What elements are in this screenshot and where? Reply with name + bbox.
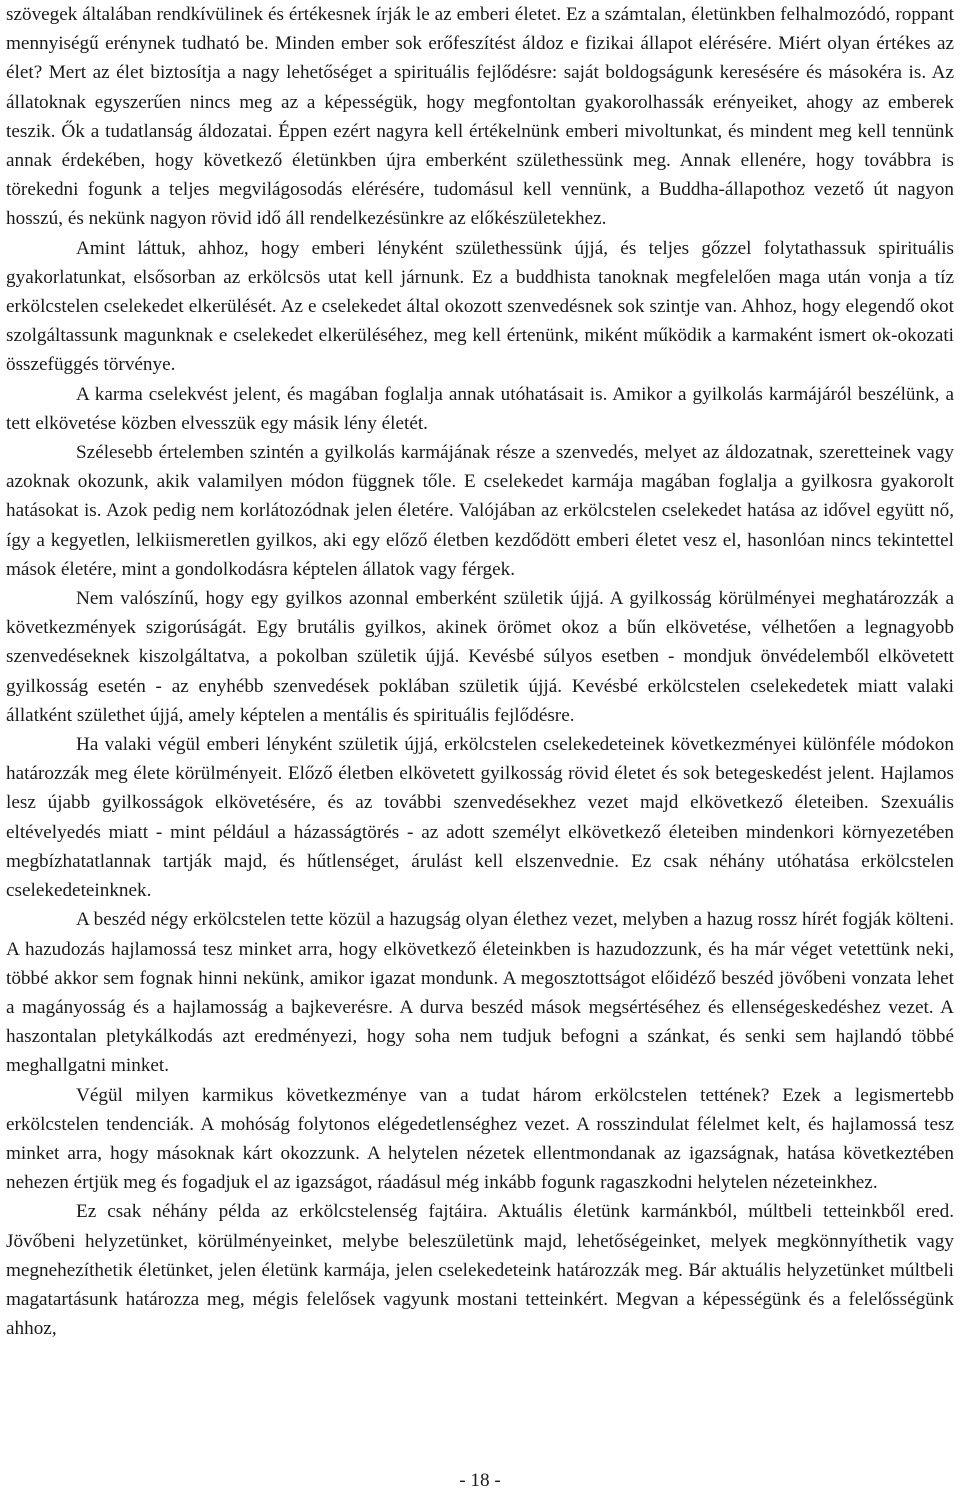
paragraph-2: Amint láttuk, ahhoz, hogy emberi lényként születhessünk újjá, és teljes gőzzel folytathassuk spirituális gyakorlatunkat, elsősorban az erkölcsös utat kell járnunk. Ez a buddhista tanoknak megfelelően maga után vonja a tíz erkölcstelen cselekedet elkerülését. Az e cselekedet által okozott szenvedésnek sok szintje van. Ahhoz, hogy elegendő okot szolgáltassunk magunknak e cselekedet elkerüléséhez, meg kell értenünk, miként működik a karmaként ismert ok-okozati összefüggés törvénye. [6, 237, 954, 376]
paragraph-6: Ha valaki végül emberi lényként születik újjá, erkölcstelen cselekedeteinek következményei különféle módokon határozzák meg élete körülményeit. Előző életben elkövetett gyilkosság rövid életet és sok betegeskedést jelent. Hajlamos lesz újabb gyilkosságok elkövetésére, és az további szenvedésekhez vezet majd elkövetkező életeiben. Szexuális eltévelyedés miatt - mint például a házasságtörés - az adott személyt elkövetkező életeiben mindenkori környezetében megbízhatatlannak tartják majd, és hűtlenséget, árulást kell elszenvednie. Ez csak néhány utóhatása erkölcstelen cselekedeteinknek. [6, 734, 954, 902]
paragraph-9: Ez csak néhány példa az erkölcstelenség fajtáira. Aktuális életünk karmánkból, múltbeli tetteinkből ered. Jövőbeni helyzetünket, körülményeinket, melybe beleszületünk majd, lehetőségeinket, melyek megkönnyíthetik vagy megnehezíthetik életünket, jelen életünk karmája, jelen cselekedeteink határozzák meg. Bár aktuális helyzetünket múltbeli magatartásunk határozza meg, mégis felelősek vagyunk mostani tetteinkért. Megvan a képességünk és a felelősségünk ahhoz, [6, 1201, 954, 1340]
paragraph-8: Végül milyen karmikus következménye van a tudat három erkölcstelen tettének? Ezek a legismertebb erkölcstelen tendenciák. A mohóság folytonos elégedetlenséghez vezet. A rosszindulat félelmet kelt, és hajlamossá tesz minket arra, hogy másoknak kárt okozzunk. A helytelen nézetek ellentmondanak az igazságnak, hatása következtében nehezen értjük meg és fogadjuk el az igazságot, ráadásul még inkább fogunk ragaszkodni helytelen nézeteinkhez. [6, 1084, 954, 1194]
paragraph-1: szövegek általában rendkívülinek és értékesnek írják le az emberi életet. Ez a számtalan, életünkben felhalmozódó, roppant mennyiségű erénynek tudható be. Minden ember sok erőfeszítést áldoz e fizikai állapot elérésére. Miért olyan értékes az élet? Mert az élet biztosítja a nagy lehetőséget a spirituális fejlődésre: saját boldogságunk keresésére és másokéra is. Az állatoknak egyszerűen nincs meg az a képességük, hogy megfontoltan gyakorolhassák erényeiket, ahogy az emberek teszik. Ők a tudatlanság áldozatai. Éppen ezért nagyra kell értékelnünk emberi mivoltunkat, és mindent meg kell tennünk annak érdekében, hogy következő életünkben újra emberként születhessünk meg. Annak ellenére, hogy továbbra is törekedni fogunk a teljes megvilágosodás elérésére, tudomásul kell vennünk, a Buddha-állapothoz vezető út nagyon hosszú, és nekünk nagyon rövid idő áll rendelkezésünkre az előkészületekhez. [6, 4, 954, 230]
paragraph-5: Nem valószínű, hogy egy gyilkos azonnal emberként születik újjá. A gyilkosság körülményei meghatározzák a következmények szigorúságát. Egy brutális gyilkos, akinek örömet okoz a bűn elkövetése, vélhetően a legnagyobb szenvedéseknek kiszolgáltatva, a pokolban születik újjá. Kevésbé súlyos esetben - mondjuk önvédelemből elkövetett gyilkosság esetén - az enyhébb szenvedések poklában születik újjá. Kevésbé erkölcstelen cselekedetek miatt valaki állatként születhet újjá, amely képtelen a mentális és spirituális fejlődésre. [6, 588, 954, 726]
paragraph-3: A karma cselekvést jelent, és magában foglalja annak utóhatásait is. Amikor a gyilkolás karmájáról beszélünk, a tett elkövetése közben elvesszük egy másik lény életét. [6, 383, 954, 434]
paragraph-7: A beszéd négy erkölcstelen tette közül a hazugság olyan élethez vezet, melyben a hazug rossz hírét fogják költeni. A hazudozás hajlamossá tesz minket arra, hogy elkövetkező életeinkben is hazudozzunk, és ha már véget vetettünk neki, többé akkor sem fognak hinni nekünk, amikor igazat mondunk. A megosztottságot előidéző beszéd jövőbeni vonzata lehet a magányosság és a hajlamosság a bajkeverésre. A durva beszéd mások megsértéséhez és ellenségeskedéshez vezet. A haszontalan pletykálkodás azt eredményezi, hogy soha nem tudjuk befogni a szánkat, és senki sem hajlandó többé meghallgatni minket. [6, 909, 954, 1077]
page-number: - 18 - [459, 1470, 501, 1491]
document-page [6, 0, 954, 1343]
paragraph-4: Szélesebb értelemben szintén a gyilkolás karmájának része a szenvedés, melyet az áldozatnak, szeretteinek vagy azoknak okozunk, akik valamilyen módon függnek tőle. E cselekedet karmája magában foglalja a gyilkosra gyakorolt hatásokat is. Azok pedig nem korlátozódnak jelen életére. Valójában az erkölcstelen cselekedet hatása az idővel együtt nő, így a kegyetlen, lelkiismeretlen gyilkos, aki egy előző életben kezdődött emberi életet vesz el, hasonlóan nincs tekintettel mások életére, mint a gondolkodásra képtelen állatok vagy férgek. [6, 442, 954, 580]
